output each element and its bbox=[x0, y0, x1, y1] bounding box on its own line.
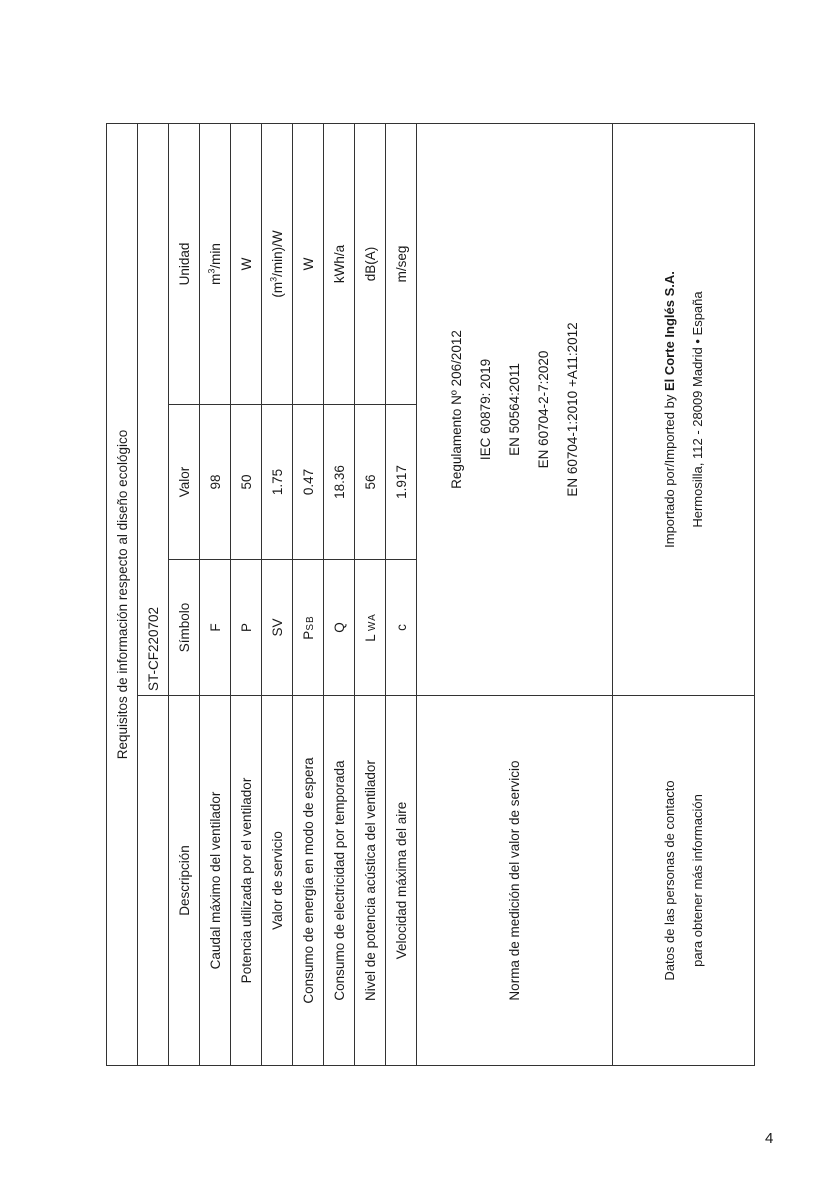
row-unidad bbox=[262, 123, 293, 404]
symbol-main: SV bbox=[269, 618, 285, 637]
row-descripcion: Valor de servicio bbox=[262, 696, 293, 1066]
unit-superscript: 3 bbox=[268, 276, 278, 282]
row-simbolo bbox=[293, 560, 324, 696]
symbol-main: c bbox=[393, 624, 409, 631]
table-row bbox=[386, 123, 417, 1065]
unit-part: m bbox=[207, 273, 223, 285]
header-unidad: Unidad bbox=[169, 123, 200, 404]
norma-label: Norma de medición del valor de servicio bbox=[417, 696, 613, 1066]
header-descripcion: Descripción bbox=[169, 696, 200, 1066]
row-valor: 98 bbox=[200, 405, 231, 560]
rotated-table-container bbox=[106, 124, 716, 1066]
row-valor: 1.917 bbox=[386, 405, 417, 560]
symbol-main: P bbox=[300, 630, 316, 640]
row-simbolo bbox=[231, 560, 262, 696]
row-valor: 1.75 bbox=[262, 405, 293, 560]
table-row bbox=[262, 123, 293, 1065]
unit-part: kWh/a bbox=[331, 244, 347, 284]
row-unidad bbox=[293, 123, 324, 404]
unit-part: W bbox=[238, 257, 254, 271]
importer-line bbox=[656, 128, 684, 691]
unit-part: /min)/W bbox=[269, 230, 285, 277]
row-descripcion: Caudal máximo del ventilador bbox=[200, 696, 231, 1066]
row-descripcion: Velocidad máxima del aire bbox=[386, 696, 417, 1066]
model-code: ST-CF220702 bbox=[138, 123, 169, 695]
header-simbolo: Símbolo bbox=[169, 560, 200, 696]
symbol-main: F bbox=[207, 623, 223, 632]
unit-part: W bbox=[300, 257, 316, 271]
row-unidad bbox=[355, 123, 386, 404]
row-descripcion: Consumo de energía en modo de espera bbox=[293, 696, 324, 1066]
row-simbolo bbox=[324, 560, 355, 696]
ecodesign-table bbox=[106, 123, 755, 1066]
row-simbolo bbox=[386, 560, 417, 696]
row-valor: 18.36 bbox=[324, 405, 355, 560]
row-unidad bbox=[386, 123, 417, 404]
unit-part: /min bbox=[207, 243, 223, 269]
company-address: Hermosilla, 112 - 28009 Madrid • España bbox=[689, 291, 705, 528]
standard-line: EN 50564:2011 bbox=[507, 363, 522, 456]
standard-line: EN 60704-1:2010 +A11:2012 bbox=[565, 322, 580, 497]
symbol-sub: SB bbox=[304, 615, 316, 631]
symbol-main: P bbox=[238, 623, 254, 633]
row-valor: 0.47 bbox=[293, 405, 324, 560]
contact-row bbox=[613, 123, 755, 1065]
row-unidad bbox=[231, 123, 262, 404]
table-row bbox=[200, 123, 231, 1065]
table-title: Requisitos de información respecto al diseño ecológico bbox=[107, 123, 138, 1065]
row-descripcion: Potencia utilizada por el ventilador bbox=[231, 696, 262, 1066]
table-row bbox=[231, 123, 262, 1065]
symbol-main: L bbox=[362, 634, 378, 642]
unit-superscript: 3 bbox=[206, 268, 216, 274]
row-simbolo bbox=[262, 560, 293, 696]
table-row bbox=[324, 123, 355, 1065]
imported-prefix: Importado por/Imported by bbox=[661, 391, 677, 548]
row-valor: 56 bbox=[355, 405, 386, 560]
row-simbolo bbox=[355, 560, 386, 696]
header-valor: Valor bbox=[169, 405, 200, 560]
rotated-table-frame bbox=[106, 124, 716, 1066]
unit-part: m/seg bbox=[393, 245, 409, 283]
table-row bbox=[355, 123, 386, 1065]
row-unidad bbox=[324, 123, 355, 404]
symbol-main: Q bbox=[331, 622, 347, 633]
standard-line: Regulamento Nº 206/2012 bbox=[449, 330, 464, 489]
symbol-sub: WA bbox=[366, 613, 378, 631]
empty-model-cell bbox=[138, 696, 169, 1066]
row-descripcion: Consumo de electricidad por temporada bbox=[324, 696, 355, 1066]
standard-line: EN 60704-2-7:2020 bbox=[536, 350, 551, 469]
contact-label-line: para obtener más información bbox=[689, 794, 705, 967]
row-simbolo bbox=[200, 560, 231, 696]
contact-label-line: Datos de las personas de contacto bbox=[661, 780, 677, 981]
norma-row bbox=[417, 123, 613, 1065]
company-name: El Corte Inglés S.A. bbox=[661, 271, 677, 392]
row-valor: 50 bbox=[231, 405, 262, 560]
contact-label bbox=[613, 696, 755, 1066]
table-row bbox=[293, 123, 324, 1065]
row-unidad bbox=[200, 123, 231, 404]
page-number: 4 bbox=[765, 1130, 774, 1147]
unit-part: (m bbox=[269, 281, 285, 298]
unit-part: dB(A) bbox=[362, 246, 378, 282]
norma-standards bbox=[417, 123, 613, 695]
row-descripcion: Nivel de potencia acústica del ventilador bbox=[355, 696, 386, 1066]
standard-line: IEC 60879: 2019 bbox=[478, 358, 493, 461]
contact-info bbox=[613, 123, 755, 695]
